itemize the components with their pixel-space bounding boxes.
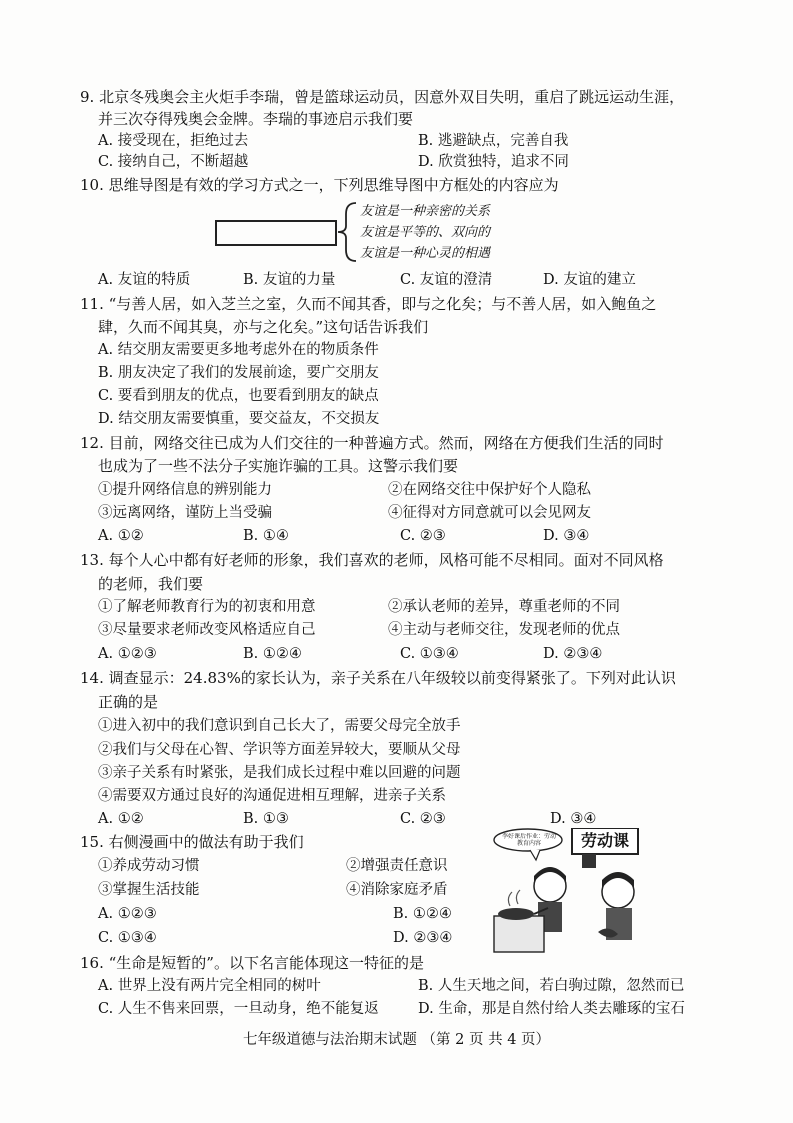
q15-statement-4: ④消除家庭矛盾 [346,882,448,898]
cartoon-speech-bubble-text: 李好课后作业：劳动教育内容 [501,833,556,847]
q12-statement-4: ④征得对方同意就可以会见网友 [388,505,591,521]
q11-stem-line2: 肆，久而不闻其臭，亦与之化矣。”这句话告诉我们 [98,318,429,336]
q11-stem-line1: 11. “与善人居，如入芝兰之室，久而不闻其香，即与之化矣；与不善人居，如入鲍鱼之 [80,295,657,313]
q13-option-b: B. ①②④ [243,646,302,662]
q12-stem-line1: 12. 目前，网络交往已成为人们交往的一种普遍方式。然而，网络在方便我们生活的同时 [80,434,664,452]
q9-option-b: B. 逃避缺点，完善自我 [418,133,569,149]
q16-option-b: B. 人生天地之间，若白驹过隙，忽然而已 [418,978,685,994]
q10-option-d: D. 友谊的建立 [543,272,636,288]
q12-statement-1: ①提升网络信息的辨别能力 [98,482,272,498]
mind-map-blank-box [215,220,337,246]
q15-statement-2: ②增强责任意识 [346,858,448,874]
q16-option-a: A. 世界上没有两片完全相同的树叶 [98,978,321,994]
q13-statement-4: ④主动与老师交往，发现老师的优点 [388,622,620,638]
q14-statement-4: ④需要双方通过良好的沟通促进相互理解，进亲子关系 [98,788,446,804]
q13-option-a: A. ①②③ [98,646,157,662]
q12-statement-3: ③远离网络，谨防上当受骗 [98,505,272,521]
q15-stem: 15. 右侧漫画中的做法有助于我们 [80,833,304,851]
q15-statement-1: ①养成劳动习惯 [98,858,200,874]
q13-statement-3: ③尽量要求老师改变风格适应自己 [98,622,316,638]
q9-stem-line1: 9. 北京冬残奥会主火炬手李瑞，曾是篮球运动员，因意外双目失明，重启了跳远运动生涯， [80,88,685,106]
mind-map-branch-3: 友谊是一种心灵的相遇 [360,246,491,261]
q10-stem: 10. 思维导图是有效的学习方式之一，下列思维导图中方框处的内容应为 [80,176,559,194]
q13-statement-2: ②承认老师的差异，尊重老师的不同 [388,599,620,615]
q11-option-c: C. 要看到朋友的优点，也要看到朋友的缺点 [98,388,379,404]
q14-stem-line2: 正确的是 [98,693,159,711]
q12-stem-line2: 也成为了一些不法分子实施诈骗的工具。这警示我们要 [98,457,459,475]
q16-option-c: C. 人生不售来回票，一旦动身，绝不能复返 [98,1001,379,1017]
q10-option-c: C. 友谊的澄清 [400,272,493,288]
q12-option-d: D. ③④ [543,528,590,544]
q10-option-a: A. 友谊的特质 [98,272,191,288]
q15-statement-3: ③掌握生活技能 [98,882,200,898]
q13-option-c: C. ①③④ [400,646,459,662]
labor-class-cartoon [490,828,660,954]
page-footer: 七年级道德与法治期末试题 （第 2 页 共 4 页） [242,1032,551,1048]
q14-option-c: C. ②③ [400,811,446,827]
q13-stem-line2: 的老师，我们要 [98,575,204,593]
q14-option-d: D. ③④ [550,811,597,827]
q9-stem-line2: 并三次夺得残奥会金牌。李瑞的事迹启示我们要 [98,110,414,128]
q13-statement-1: ①了解老师教育行为的初衷和用意 [98,599,316,615]
cartoon-title: 劳动课 [580,831,629,850]
q14-stem-line1: 14. 调查显示：24.83%的家长认为，亲子关系在八年级较以前变得紧张了。下列对此认识 [80,669,676,687]
q15-option-b: B. ①②④ [393,906,452,922]
q9-option-a: A. 接受现在，拒绝过去 [98,133,249,149]
q10-option-b: B. 友谊的力量 [243,272,336,288]
q13-stem-line1: 13. 每个人心中都有好老师的形象，我们喜欢的老师，风格可能不尽相同。面对不同风格 [80,551,664,569]
q15-option-a: A. ①②③ [98,906,157,922]
q15-option-d: D. ②③④ [393,930,453,946]
mind-map-branch-1: 友谊是一种亲密的关系 [360,204,491,219]
q15-option-c: C. ①③④ [98,930,157,946]
q16-stem: 16. “生命是短暂的”。以下名言能体现这一特征的是 [80,954,424,972]
q12-option-a: A. ①② [98,528,144,544]
q12-option-c: C. ②③ [400,528,446,544]
q12-option-b: B. ①④ [243,528,289,544]
q14-option-b: B. ①③ [243,811,289,827]
mind-map-branch-2: 友谊是平等的、双向的 [360,225,491,240]
q16-option-d: D. 生命，那是自然付给人类去雕琢的宝石 [418,1001,685,1017]
q14-option-a: A. ①② [98,811,144,827]
q14-statement-3: ③亲子关系有时紧张，是我们成长过程中难以回避的问题 [98,765,461,781]
q11-option-d: D. 结交朋友需要慎重，要交益友，不交损友 [98,411,380,427]
q11-option-a: A. 结交朋友需要更多地考虑外在的物质条件 [98,342,379,358]
q14-statement-1: ①进入初中的我们意识到自己长大了，需要父母完全放手 [98,718,461,734]
q11-option-b: B. 朋友决定了我们的发展前途，要广交朋友 [98,365,379,381]
q14-statement-2: ②我们与父母在心智、学识等方面差异较大，要顺从父母 [98,742,461,758]
q9-option-c: C. 接纳自己，不断超越 [98,154,249,170]
q13-option-d: D. ②③④ [543,646,603,662]
q12-statement-2: ②在网络交往中保护好个人隐私 [388,482,591,498]
q9-option-d: D. 欣赏独特，追求不同 [418,154,569,170]
mind-map-brace-icon [334,200,360,264]
